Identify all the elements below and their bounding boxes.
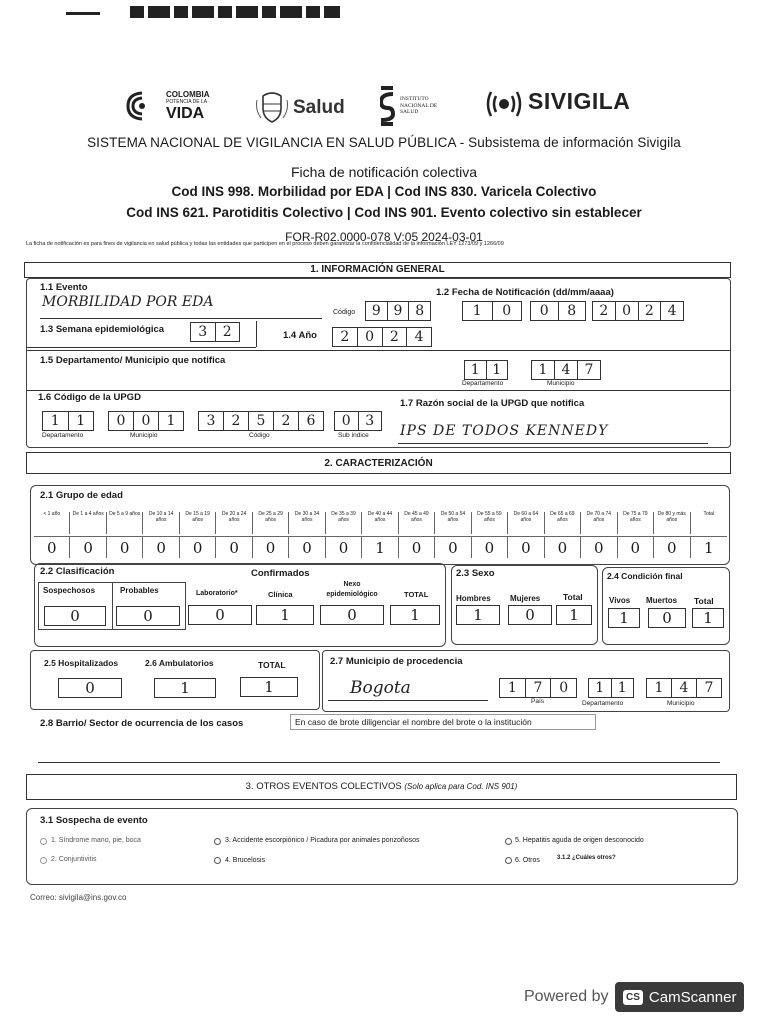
age-group-header: De 40 a 44 años xyxy=(362,512,398,534)
proc-depto-digits[interactable] xyxy=(588,678,634,698)
semana-label: 1.3 Semana epidemiológica xyxy=(40,324,165,335)
digit: 2 xyxy=(639,302,662,320)
age-group-header: De 65 a 69 años xyxy=(545,512,581,534)
digit: 4 xyxy=(672,679,697,697)
age-group-value[interactable]: 0 xyxy=(34,536,70,558)
clasificacion-label: 2.2 Clasificación xyxy=(40,566,115,577)
grupo-edad-label: 2.1 Grupo de edad xyxy=(40,490,123,501)
municipio-procedencia-label: 2.7 Municipio de procedencia xyxy=(330,656,463,667)
divider xyxy=(26,347,256,348)
municipio-underline xyxy=(328,700,488,701)
digit: 0 xyxy=(502,303,512,319)
digit: 9 xyxy=(366,302,388,320)
digit: 1 xyxy=(166,413,176,429)
correo-footer: Correo: sivigila@ins.gov.co xyxy=(30,893,127,902)
section-2-title: 2. CARACTERIZACIÓN xyxy=(26,452,731,474)
age-group-value[interactable]: 1 xyxy=(362,536,398,558)
codes-line-2: Cod INS 621. Parotiditis Colectivo | Cod INS 901. Evento colectivo sin establecer xyxy=(126,205,642,220)
age-group-header: De 60 a 64 años xyxy=(508,512,544,534)
scan-artifact xyxy=(130,6,340,18)
ins-s-icon xyxy=(380,86,396,126)
upgd-depto-caption: Departamento xyxy=(42,432,84,439)
sexo-total-value[interactable]: 1 xyxy=(556,605,592,625)
age-group-value[interactable]: 0 xyxy=(508,536,544,558)
vivos-value[interactable]: 1 xyxy=(608,608,640,628)
semana-digits[interactable] xyxy=(190,322,240,342)
upgd-label: 1.6 Código de la UPGD xyxy=(38,392,141,403)
hospitalizados-value[interactable]: 0 xyxy=(58,678,122,698)
age-group-value[interactable]: 0 xyxy=(435,536,471,558)
fecha-dd[interactable] xyxy=(462,301,522,321)
divider xyxy=(26,350,731,351)
digit: 9 xyxy=(388,302,410,320)
upgd-codigo-caption: Código xyxy=(249,432,270,439)
mujeres-label: Mujeres xyxy=(510,594,541,603)
sospechosos-label: Sospechosos xyxy=(43,586,96,595)
age-group-header: Total xyxy=(703,511,715,517)
cond-total-label: Total xyxy=(694,596,714,606)
barrio-hint: En caso de brote diligenciar el nombre del brote o la institución xyxy=(290,714,596,730)
cuales-otros-label: 3.1.2 ¿Cuáles otros? xyxy=(557,855,616,861)
depto-digits[interactable] xyxy=(464,360,508,380)
probables-label: Probables xyxy=(120,586,159,595)
evento-underline xyxy=(40,318,322,319)
razon-social-value[interactable]: IPS DE TODOS KENNEDY xyxy=(400,423,609,439)
age-group-header: De 25 a 29 años xyxy=(253,512,289,534)
digit: 4 xyxy=(555,361,578,379)
depto-municipio-label: 1.5 Departamento/ Municipio que notifica xyxy=(40,355,226,366)
digit: 0 xyxy=(358,328,383,346)
digit: 2 xyxy=(333,328,358,346)
age-group-header: De 30 a 34 años xyxy=(289,512,325,534)
clasif-total-label: TOTAL xyxy=(404,590,429,599)
age-group-header: De 75 a 79 años xyxy=(618,512,654,534)
age-group-value[interactable]: 0 xyxy=(70,536,106,558)
pais-digits[interactable] xyxy=(499,678,577,698)
option-1-radio[interactable] xyxy=(40,838,47,845)
digit: 4 xyxy=(414,329,424,345)
age-group-value[interactable]: 1 xyxy=(691,536,727,558)
digit: 1 xyxy=(500,679,526,697)
sexo-label: 2.3 Sexo xyxy=(456,568,495,579)
age-group-value[interactable]: 0 xyxy=(545,536,581,558)
upgd-depto-digits[interactable] xyxy=(42,411,94,431)
option-2-label: 2. Conjuntivitis xyxy=(51,856,97,863)
age-group-header: < 1 año xyxy=(34,512,70,534)
muertos-label: Muertos xyxy=(646,596,678,605)
section-3-title: 3. OTROS EVENTOS COLECTIVOS xyxy=(245,781,402,792)
age-group-header: De 80 y más años xyxy=(654,512,690,534)
clasif-total-value[interactable]: 1 xyxy=(390,605,440,625)
camscanner-text: CamScanner xyxy=(648,988,737,1006)
system-title: SISTEMA NACIONAL DE VIGILANCIA EN SALUD PÚBLICA - Subsistema de información Sivigila xyxy=(87,135,681,150)
evento-value[interactable]: MORBILIDAD POR EDA xyxy=(42,294,214,310)
nexo-value[interactable]: 0 xyxy=(320,605,384,625)
sivigila-radar-icon xyxy=(486,88,522,120)
sospecha-label: 3.1 Sospecha de evento xyxy=(40,815,148,826)
age-group-value[interactable]: 0 xyxy=(399,536,435,558)
digit: 1 xyxy=(463,302,493,320)
digit: 7 xyxy=(584,362,594,378)
condicion-label: 2.4 Condición final xyxy=(607,571,683,581)
pais-caption: País xyxy=(531,698,545,705)
digit: 7 xyxy=(526,679,552,697)
digit: 8 xyxy=(567,303,577,319)
vivos-label: Vivos xyxy=(609,596,631,605)
digit: 7 xyxy=(704,680,714,696)
age-group-header: De 35 a 39 años xyxy=(326,512,362,534)
barrio-label: 2.8 Barrio/ Sector de ocurrencia de los casos xyxy=(40,718,244,729)
clinica-value[interactable]: 1 xyxy=(256,605,314,625)
muertos-value[interactable]: 0 xyxy=(648,608,686,628)
hombres-value[interactable]: 1 xyxy=(456,605,500,625)
hombres-label: Hombres xyxy=(456,594,491,603)
age-group-value[interactable]: 0 xyxy=(253,536,289,558)
age-group-header: De 45 a 49 años xyxy=(399,512,435,534)
municipio-caption: Municipio xyxy=(547,380,575,387)
age-group-header: De 50 a 54 años xyxy=(435,512,471,534)
laboratorio-value[interactable]: 0 xyxy=(188,605,252,625)
age-group-value[interactable]: 0 xyxy=(618,536,654,558)
colombia-logo-line1: COLOMBIA xyxy=(166,90,210,99)
laboratorio-label: Laboratorio* xyxy=(196,590,238,597)
digit: 1 xyxy=(532,361,555,379)
age-group-header: De 15 a 19 años xyxy=(180,512,216,534)
codes-line-1: Cod INS 998. Morbilidad por EDA | Cod INS 830. Varicela Colectivo xyxy=(171,184,597,199)
digit: 3 xyxy=(191,323,216,341)
anio-digits[interactable] xyxy=(332,327,432,347)
option-3-label: 3. Accidente escorpiónico / Picadura por animales ponzoñosos xyxy=(225,837,420,844)
age-group-header: De 1 a 4 años xyxy=(70,512,106,534)
digit: 5 xyxy=(249,412,274,430)
age-group-value[interactable]: 0 xyxy=(143,536,179,558)
camscanner-icon: CS xyxy=(623,990,643,1005)
divider xyxy=(26,390,731,391)
ambulatorios-label: 2.6 Ambulatorios xyxy=(145,658,214,668)
colombia-logo xyxy=(124,88,224,124)
depto-caption: Departamento xyxy=(462,380,504,387)
age-group-header: De 5 a 9 años xyxy=(107,512,143,534)
digit: 4 xyxy=(667,303,677,319)
form-subtitle: Ficha de notificación colectiva xyxy=(291,164,477,180)
upgd-codigo-digits[interactable] xyxy=(198,411,324,431)
salud-logo xyxy=(255,90,355,126)
nexo-label: Nexo epidemiológico xyxy=(326,581,378,598)
cond-total-value[interactable]: 1 xyxy=(692,608,724,628)
proc-municipio-caption: Municipio xyxy=(667,700,695,707)
option-2-radio[interactable] xyxy=(40,857,47,864)
upgd-subindice-caption: Sub índice xyxy=(338,432,369,439)
colombia-logo-line3: VIDA xyxy=(166,105,205,122)
digit: 1 xyxy=(465,361,487,379)
option-1-label: 1. Síndrome mano, pie, boca xyxy=(51,837,141,844)
divider xyxy=(256,321,257,347)
digit: 1 xyxy=(589,679,612,697)
digit: 3 xyxy=(199,412,224,430)
digit: 1 xyxy=(617,680,627,696)
upgd-municipio-caption: Municipio xyxy=(130,432,158,439)
option-4-label: 4. Brucelosis xyxy=(225,857,266,864)
ins-logo-line3: SALUD xyxy=(400,109,419,115)
option-5-label: 5. Hepatitis aguda de origen desconocido xyxy=(515,837,644,844)
digit: 2 xyxy=(224,412,249,430)
sexo-total-label: Total xyxy=(563,592,583,602)
fecha-mm[interactable] xyxy=(530,301,586,321)
age-group-value[interactable]: 0 xyxy=(472,536,508,558)
digit: 2 xyxy=(274,412,299,430)
sospechosos-value[interactable]: 0 xyxy=(44,606,106,626)
digit: 0 xyxy=(335,412,359,430)
probables-value[interactable]: 0 xyxy=(116,606,180,626)
digit: 0 xyxy=(616,302,639,320)
digit: 1 xyxy=(492,362,502,378)
proc-municipio-digits[interactable] xyxy=(646,678,722,698)
digit: 0 xyxy=(109,412,134,430)
form-code: FOR-R02.0000-078 V:05 2024-03-01 xyxy=(285,230,483,244)
razon-underline xyxy=(398,443,708,444)
confirmados-label: Confirmados xyxy=(251,568,310,579)
scan-artifact xyxy=(66,12,100,15)
municipio-procedencia-value[interactable]: Bogota xyxy=(350,678,411,698)
digit: 2 xyxy=(222,324,232,340)
ins-logo-line1: INSTITUTO xyxy=(400,96,429,102)
age-group-value[interactable]: 0 xyxy=(326,536,362,558)
section-3-title-bar xyxy=(26,774,737,800)
barrio-underline[interactable] xyxy=(38,762,720,763)
digit: 6 xyxy=(306,413,316,429)
divider xyxy=(112,582,113,630)
age-group-value[interactable]: 0 xyxy=(216,536,252,558)
option-4-radio[interactable] xyxy=(214,857,221,864)
option-6-radio[interactable] xyxy=(505,857,512,864)
fecha-label: 1.2 Fecha de Notificación (dd/mm/aaaa) xyxy=(436,287,614,298)
age-group-header: De 55 a 59 años xyxy=(472,512,508,534)
hosp-total-label: TOTAL xyxy=(258,660,286,670)
colombia-logo-line2: POTENCIA DE LA xyxy=(166,99,208,105)
age-group-value[interactable]: 0 xyxy=(654,536,690,558)
digit: 8 xyxy=(415,303,425,319)
age-group-value[interactable]: 0 xyxy=(180,536,216,558)
upgd-municipio-digits[interactable] xyxy=(108,411,184,431)
hospitalizados-label: 2.5 Hospitalizados xyxy=(44,658,119,668)
sivigila-logo-text: SIVIGILA xyxy=(528,88,631,114)
digit: 0 xyxy=(531,302,559,320)
age-group-value[interactable]: 0 xyxy=(107,536,143,558)
anio-label: 1.4 Año xyxy=(283,330,317,341)
age-group-header: De 20 a 24 años xyxy=(216,512,252,534)
colombia-flag-icon xyxy=(124,90,160,122)
ambulatorios-value[interactable]: 1 xyxy=(154,678,216,698)
option-5-radio[interactable] xyxy=(505,838,512,845)
sivigila-logo xyxy=(486,86,646,122)
camscanner-badge xyxy=(615,982,744,1012)
ins-logo xyxy=(380,86,460,126)
age-group-value[interactable]: 0 xyxy=(289,536,325,558)
digit: 1 xyxy=(43,412,69,430)
option-6-label: 6. Otros xyxy=(515,857,540,864)
upgd-subindice-digits[interactable] xyxy=(334,411,382,431)
codigo-digits[interactable] xyxy=(365,301,431,321)
coat-of-arms-icon xyxy=(255,90,289,124)
codigo-label: Código xyxy=(333,309,356,316)
salud-logo-text: Salud xyxy=(293,97,345,118)
age-group-value[interactable]: 0 xyxy=(581,536,617,558)
municipio-digits[interactable] xyxy=(531,360,601,380)
ins-logo-line2: NACIONAL DE xyxy=(400,102,438,109)
section-1-title: 1. INFORMACIÓN GENERAL xyxy=(24,262,731,278)
section-3-note: (Solo aplica para Cod. INS 901) xyxy=(404,782,518,791)
fecha-aaaa[interactable] xyxy=(592,301,684,321)
digit: 2 xyxy=(383,328,408,346)
digit: 2 xyxy=(593,302,616,320)
razon-social-label: 1.7 Razón social de la UPGD que notifica xyxy=(400,398,585,409)
digit: 3 xyxy=(365,413,375,429)
age-group-header: De 70 a 74 años xyxy=(581,512,617,534)
age-group-table xyxy=(34,510,727,560)
digit: 0 xyxy=(134,412,159,430)
proc-depto-caption: Departamento xyxy=(582,700,624,707)
digit: 0 xyxy=(559,680,569,696)
digit: 1 xyxy=(647,679,672,697)
disclaimer: La ficha de notificación es para fines de vigilancia en salud pública y todas las entidades que participen en el proceso deben garantizar la confidencialidad de la información LEY 1273/09 y 1266/09 xyxy=(26,241,504,247)
mujeres-value[interactable]: 0 xyxy=(508,605,552,625)
option-3-radio[interactable] xyxy=(214,838,221,845)
hosp-total-value[interactable]: 1 xyxy=(240,677,298,697)
digit: 1 xyxy=(76,413,86,429)
age-group-header: De 10 a 14 años xyxy=(143,512,179,534)
evento-label: 1.1 Evento xyxy=(40,282,88,293)
clinica-label: Clínica xyxy=(268,590,293,599)
powered-by: Powered by xyxy=(524,988,609,1005)
